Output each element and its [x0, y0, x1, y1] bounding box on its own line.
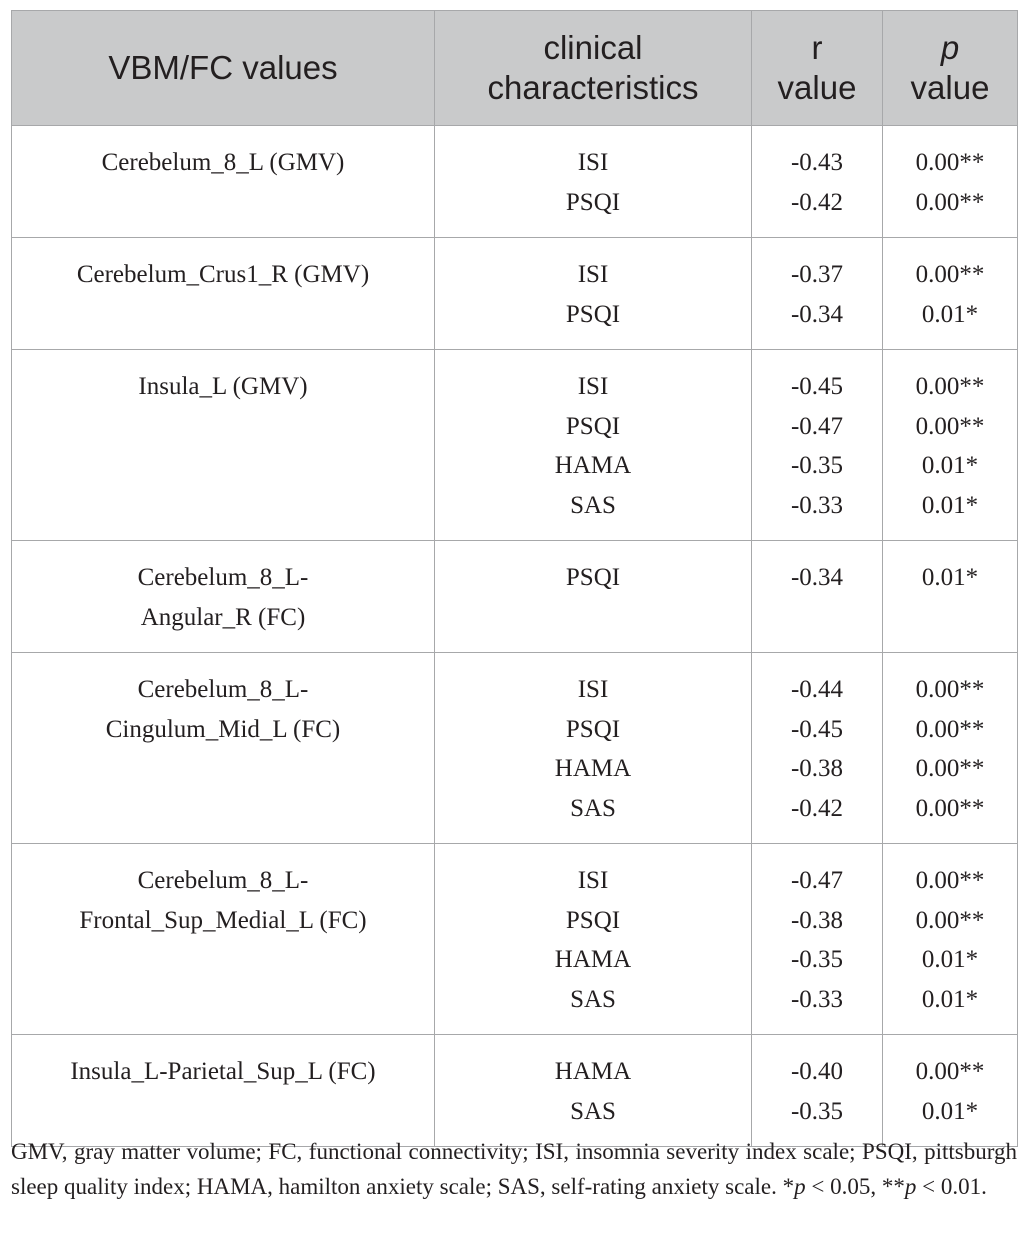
- table-body: [12, 126, 1018, 1147]
- p-value-cell-line: 0.00**: [915, 412, 985, 440]
- footnote-sig1-suffix: < 0.05,: [805, 1174, 882, 1199]
- characteristics-cell-line: ISI: [577, 867, 609, 894]
- region-cell: [12, 126, 435, 238]
- characteristics-cell-line: SAS: [570, 1097, 616, 1125]
- p-value-cell-line: 0.01*: [921, 985, 979, 1013]
- p-value-cell: [883, 126, 1018, 238]
- characteristics-cell: [435, 844, 752, 1035]
- characteristics-cell: [435, 238, 752, 350]
- p-value-cell: [883, 238, 1018, 350]
- p-value-cell-line: 0.00**: [915, 867, 985, 894]
- region-cell: [12, 238, 435, 350]
- table-row: [12, 238, 1018, 350]
- r-value-cell-line: -0.45: [790, 373, 844, 400]
- table-footnote: [11, 1134, 1017, 1204]
- header-col3-line1: r: [811, 29, 823, 66]
- r-value-cell-line: -0.40: [790, 1058, 844, 1085]
- table-header: [12, 11, 1018, 126]
- r-value-cell-line: -0.47: [790, 412, 844, 440]
- region-cell-line: Frontal_Sup_Medial_L (FC): [79, 906, 367, 934]
- characteristics-cell-line: PSQI: [565, 715, 621, 743]
- r-value-cell-line: -0.42: [790, 794, 844, 822]
- footnote-sig2-suffix: < 0.01.: [916, 1174, 987, 1199]
- p-value-cell: [883, 541, 1018, 653]
- characteristics-cell-line: ISI: [577, 373, 609, 400]
- region-cell: [12, 541, 435, 653]
- p-value-cell: [883, 350, 1018, 541]
- r-value-cell-line: -0.34: [790, 564, 844, 591]
- r-value-cell-line: -0.37: [790, 261, 844, 288]
- region-cell: [12, 350, 435, 541]
- characteristics-cell-line: PSQI: [565, 906, 621, 934]
- p-value-cell-line: 0.00**: [915, 755, 985, 782]
- correlation-table: [11, 10, 1018, 1147]
- table-row: [12, 541, 1018, 653]
- header-col4-line2: value: [910, 69, 990, 106]
- region-cell-line: Insula_L (GMV): [138, 373, 308, 400]
- p-value-cell: [883, 1035, 1018, 1147]
- r-value-cell-line: -0.35: [790, 946, 844, 973]
- characteristics-cell: [435, 1035, 752, 1147]
- characteristics-cell-line: SAS: [570, 985, 616, 1013]
- table-row: [12, 653, 1018, 844]
- header-col3-line2: value: [777, 69, 857, 106]
- characteristics-cell: [435, 541, 752, 653]
- r-value-cell: [752, 541, 883, 653]
- r-value-cell-line: -0.35: [790, 452, 844, 479]
- region-cell: [12, 844, 435, 1035]
- characteristics-cell: [435, 126, 752, 238]
- r-value-cell-line: -0.38: [790, 906, 844, 934]
- r-value-cell-line: -0.45: [790, 715, 844, 743]
- p-value-cell-line: 0.00**: [915, 906, 985, 934]
- r-value-cell-line: -0.34: [790, 300, 844, 328]
- characteristics-cell-line: PSQI: [565, 564, 621, 591]
- footnote-abbreviations: GMV, gray matter volume; FC, functional connectivity; ISI, insomnia severity index scale; PSQI, pittsburgh sleep quality index; HAMA, hamilton anxiety scale; SAS, self-rating anxiety scale.: [11, 1139, 1017, 1199]
- r-value-cell-line: -0.44: [790, 676, 844, 703]
- characteristics-cell-line: ISI: [577, 261, 609, 288]
- p-value-cell-line: 0.01*: [921, 946, 979, 973]
- header-col2-line1: clinical: [543, 29, 643, 66]
- region-cell-line: Angular_R (FC): [140, 603, 306, 631]
- r-value-cell: [752, 1035, 883, 1147]
- region-cell-line: Cerebelum_8_L-: [137, 676, 309, 703]
- r-value-cell: [752, 844, 883, 1035]
- p-value-cell-line: 0.00**: [915, 676, 985, 703]
- characteristics-cell: [435, 653, 752, 844]
- characteristics-cell: [435, 350, 752, 541]
- p-value-cell-line: 0.01*: [921, 564, 979, 591]
- region-cell-line: Cerebelum_8_L-: [137, 564, 309, 591]
- characteristics-cell-line: HAMA: [554, 755, 632, 782]
- p-value-cell-line: 0.00**: [915, 373, 985, 400]
- characteristics-cell-line: ISI: [577, 676, 609, 703]
- region-cell-line: Cingulum_Mid_L (FC): [105, 715, 341, 743]
- header-col1-label: VBM/FC values: [108, 49, 338, 86]
- correlation-table-container: [11, 10, 1017, 1147]
- p-value-cell-line: 0.00**: [915, 794, 985, 822]
- table-row: [12, 350, 1018, 541]
- table-row: [12, 844, 1018, 1035]
- header-vbm-fc-values: [12, 11, 435, 126]
- r-value-cell: [752, 238, 883, 350]
- header-p-value: [883, 11, 1018, 126]
- table-row: [12, 1035, 1018, 1147]
- r-value-cell-line: -0.33: [790, 491, 844, 519]
- p-value-cell: [883, 653, 1018, 844]
- p-value-cell: [883, 844, 1018, 1035]
- characteristics-cell-line: SAS: [570, 491, 616, 519]
- header-col4-line1: p: [940, 29, 960, 66]
- p-value-cell-line: 0.01*: [921, 491, 979, 519]
- r-value-cell-line: -0.35: [790, 1097, 844, 1125]
- footnote-sig1-prefix: *: [782, 1174, 795, 1199]
- characteristics-cell-line: ISI: [577, 149, 609, 176]
- header-r-value: [752, 11, 883, 126]
- p-value-cell-line: 0.00**: [915, 261, 985, 288]
- region-cell: [12, 1035, 435, 1147]
- header-clinical-characteristics: [435, 11, 752, 126]
- p-value-cell-line: 0.01*: [921, 452, 979, 479]
- characteristics-cell-line: SAS: [570, 794, 616, 822]
- r-value-cell: [752, 126, 883, 238]
- characteristics-cell-line: HAMA: [554, 946, 632, 973]
- region-cell-line: Cerebelum_Crus1_R (GMV): [76, 261, 370, 288]
- table-row: [12, 126, 1018, 238]
- header-col2-line2: characteristics: [487, 69, 699, 106]
- characteristics-cell-line: PSQI: [565, 300, 621, 328]
- characteristics-cell-line: PSQI: [565, 188, 621, 216]
- p-value-cell-line: 0.00**: [915, 149, 985, 176]
- r-value-cell-line: -0.47: [790, 867, 844, 894]
- region-cell-line: Cerebelum_8_L-: [137, 867, 309, 894]
- r-value-cell: [752, 350, 883, 541]
- footnote-sig1-var: p: [794, 1174, 806, 1199]
- p-value-cell-line: 0.01*: [921, 1097, 979, 1125]
- region-cell-line: Insula_L-Parietal_Sup_L (FC): [70, 1058, 376, 1085]
- p-value-cell-line: 0.00**: [915, 188, 985, 216]
- r-value-cell-line: -0.38: [790, 755, 844, 782]
- region-cell: [12, 653, 435, 844]
- r-value-cell-line: -0.43: [790, 149, 844, 176]
- footnote-sig2-prefix: **: [881, 1174, 905, 1199]
- p-value-cell-line: 0.00**: [915, 1058, 985, 1085]
- header-row: [12, 11, 1018, 126]
- characteristics-cell-line: HAMA: [554, 1058, 632, 1085]
- r-value-cell-line: -0.42: [790, 188, 844, 216]
- p-value-cell-line: 0.01*: [921, 300, 979, 328]
- p-value-cell-line: 0.00**: [915, 715, 985, 743]
- r-value-cell: [752, 653, 883, 844]
- region-cell-line: Cerebelum_8_L (GMV): [101, 149, 345, 176]
- characteristics-cell-line: HAMA: [554, 452, 632, 479]
- r-value-cell-line: -0.33: [790, 985, 844, 1013]
- characteristics-cell-line: PSQI: [565, 412, 621, 440]
- footnote-sig2-var: p: [904, 1174, 917, 1199]
